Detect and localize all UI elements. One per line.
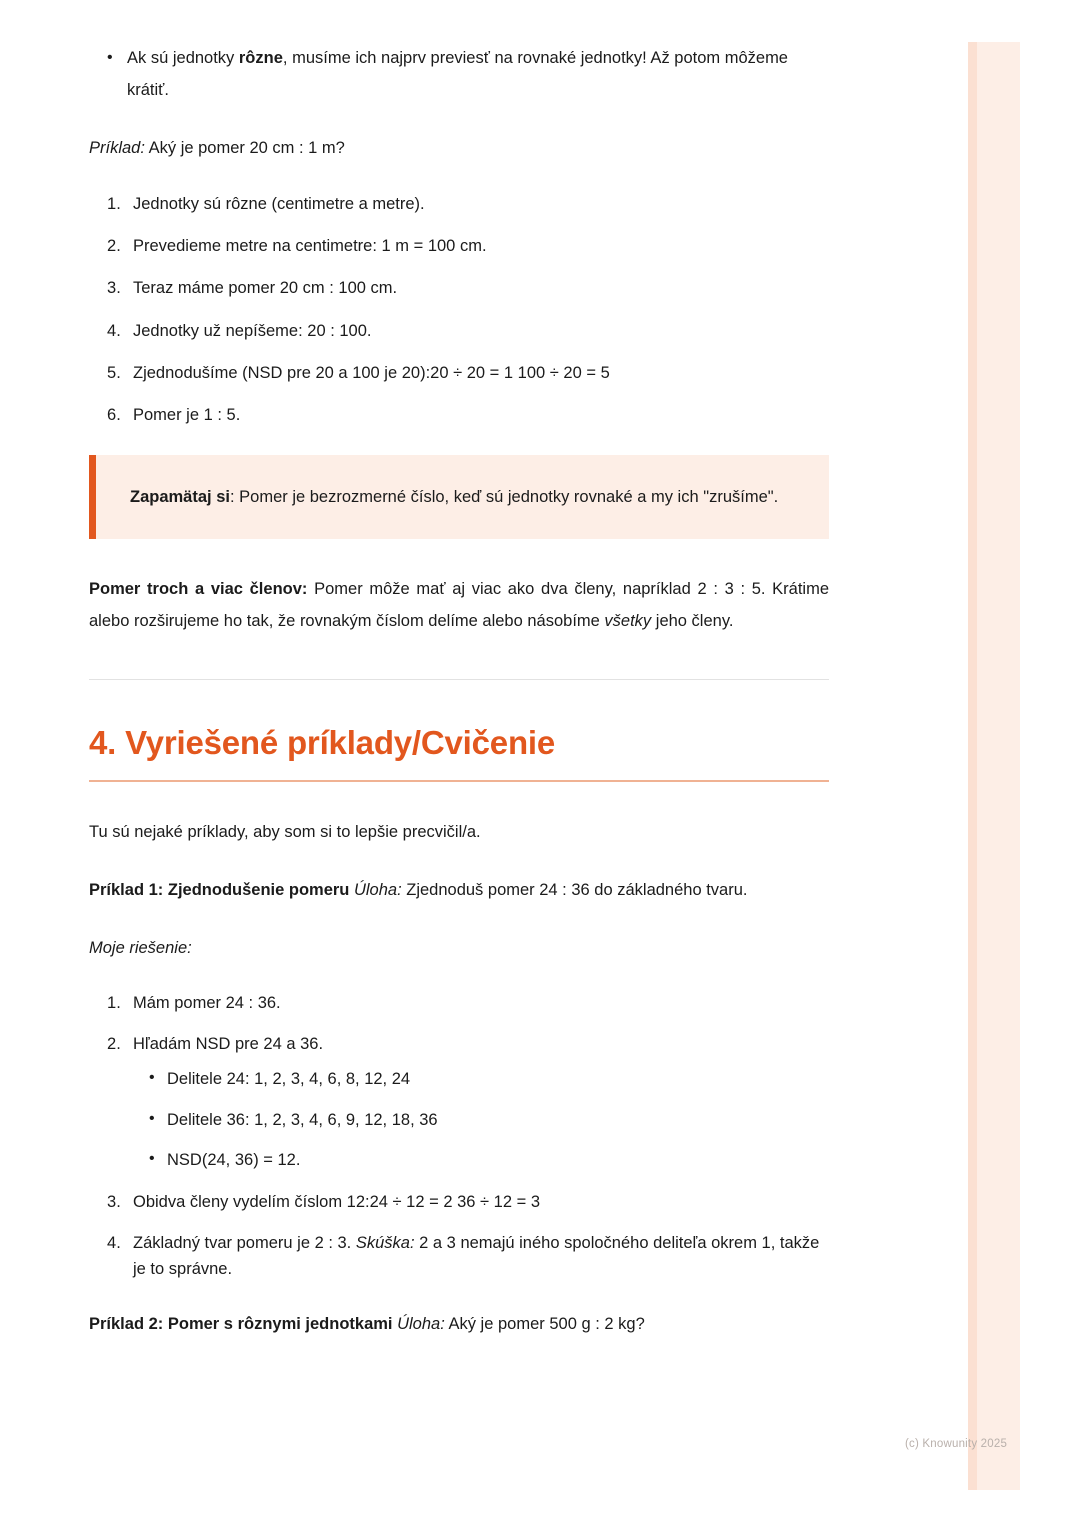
list-item: • NSD(24, 36) = 12.: [167, 1148, 829, 1173]
right-margin-stripe: [968, 42, 977, 1490]
intro-bullet-bold: rôzne: [238, 49, 283, 67]
list-item: [133, 1031, 829, 1174]
more-members-label: Pomer troch a viac členov:: [89, 580, 308, 599]
example-text: Aký je pomer 20 cm : 1 m?: [144, 139, 345, 158]
example-intro-line: [89, 132, 829, 164]
intro-bullet-prefix: Ak sú jednotky: [127, 49, 239, 67]
check-label: Skúška:: [355, 1233, 415, 1252]
document-content: [89, 42, 829, 1367]
step-text: Hľadám NSD pre 24 a 36.: [133, 1034, 324, 1053]
first-steps-list: [89, 191, 829, 429]
example1-steps-list: [89, 990, 829, 1282]
section-lead: Tu sú nejaké príklady, aby som si to lepšie precvičil/a.: [89, 822, 481, 841]
more-members-paragraph: [89, 573, 829, 637]
intro-bullet-suffix: , musíme ich najprv previesť na rovnaké jednotky! Až potom môžeme krátiť.: [127, 49, 788, 100]
step-text: Základný tvar pomeru je 2 : 3.: [133, 1233, 352, 1252]
example1-heading: [89, 874, 829, 906]
example1-task-text: Zjednoduš pomer 24 : 36 do základného tvaru.: [401, 880, 748, 899]
list-item: [127, 42, 829, 106]
list-item: Jednotky sú rôzne (centimetre a metre).: [133, 194, 425, 213]
example2-task-label: Úloha:: [392, 1315, 445, 1334]
list-item: Pomer je 1 : 5.: [133, 406, 241, 425]
list-item: Obidva členy vydelím číslom 12:24 ÷ 12 = 2 36 ÷ 12 = 3: [133, 1193, 540, 1212]
intro-bullet-list: [89, 42, 829, 106]
example1-label: Príklad 1: Zjednodušenie pomeru: [89, 880, 350, 899]
list-item: • Delitele 36: 1, 2, 3, 4, 6, 9, 12, 18, 36: [167, 1108, 829, 1133]
title-underline: [89, 780, 829, 782]
callout-text: [130, 481, 799, 513]
example2-label: Príklad 2: Pomer s rôznymi jednotkami: [89, 1315, 393, 1334]
example1-solution-label: [89, 932, 829, 964]
list-item: Teraz máme pomer 20 cm : 100 cm.: [133, 279, 398, 298]
page-title: 4. Vyriešené príklady/Cvičenie: [89, 724, 556, 762]
copyright-footer: (c) Knowunity 2025: [905, 1438, 1008, 1450]
solution-label: Moje riešenie:: [89, 938, 192, 957]
list-item: Jednotky už nepíšeme: 20 : 100.: [133, 321, 372, 340]
list-item: • Delitele 24: 1, 2, 3, 4, 6, 8, 12, 24: [167, 1067, 829, 1092]
remember-callout: [89, 455, 829, 539]
list-item: Prevedieme metre na centimetre: 1 m = 100 cm.: [133, 236, 487, 255]
example1-task-label: Úloha:: [349, 880, 402, 899]
section-divider: [89, 679, 829, 680]
callout-label: Zapamätaj si: [130, 487, 230, 506]
more-members-tail: jeho členy.: [651, 612, 734, 631]
example2-task-text: Aký je pomer 500 g : 2 kg?: [444, 1315, 645, 1334]
callout-body: : Pomer je bezrozmerné číslo, keď sú jednotky rovnaké a my ich "zrušíme".: [229, 487, 779, 506]
list-item: Mám pomer 24 : 36.: [133, 994, 281, 1013]
more-members-italic: všetky: [604, 612, 652, 631]
list-item: Zjednodušíme (NSD pre 20 a 100 je 20):20 ÷ 20 = 1 100 ÷ 20 = 5: [133, 364, 610, 383]
example2-heading: [89, 1308, 829, 1340]
more-members-text: Pomer môže mať aj viac ako dva členy, napríklad 2 : 3 : 5. Krátime alebo rozširujeme ho tak, že rovnakým číslom delíme alebo násobíme: [89, 580, 830, 631]
divisors-list: [133, 1067, 829, 1173]
example-label: Príklad:: [89, 139, 145, 158]
list-item: [133, 1230, 829, 1283]
check-text: 2 a 3 nemajú iného spoločného deliteľa okrem 1, takže je to správne.: [133, 1233, 820, 1278]
